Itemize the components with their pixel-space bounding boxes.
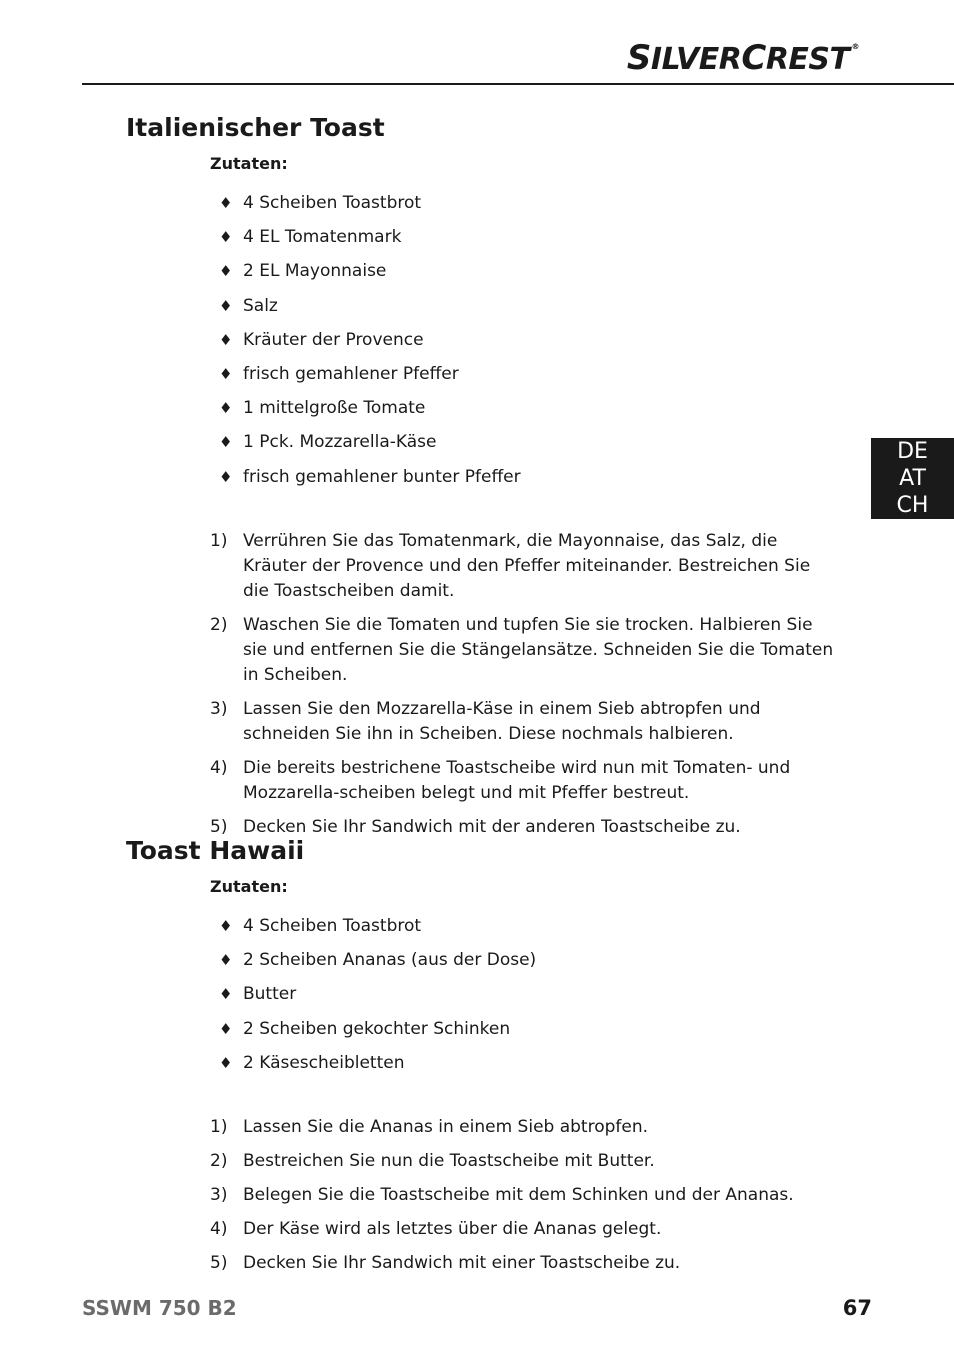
diamond-bullet-icon: ♦: [219, 194, 233, 212]
list-item: ♦ 2 Scheiben Ananas (aus der Dose): [219, 950, 537, 971]
ingredient-list: [210, 916, 536, 1087]
lang-at: AT: [899, 466, 926, 491]
diamond-bullet-icon: ♦: [219, 330, 233, 349]
diamond-bullet-icon: ♦: [219, 262, 233, 281]
ingredients-label: Zutaten:: [210, 154, 288, 173]
ingredients-label: Zutaten:: [210, 877, 288, 896]
section-title-italienischer-toast: Italienischer Toast: [126, 113, 385, 142]
diamond-bullet-icon: ♦: [219, 364, 233, 383]
header-rule: [82, 83, 954, 85]
list-item: ♦ 1 Pck. Mozzarella-Käse: [219, 432, 437, 453]
step-list: [210, 1115, 838, 1285]
diamond-bullet-icon: ♦: [219, 1053, 233, 1072]
language-tab: [871, 438, 954, 519]
list-item: ♦ Butter: [219, 984, 297, 1005]
list-item: ♦ 4 EL Tomatenmark: [219, 227, 402, 248]
step-item: 2) Waschen Sie die Tomaten und tupfen Sie sie trocken. Halbieren Sie sie und entfernen Sie die Stängelansätze. Schneiden Sie die Tomaten in Scheiben.: [210, 615, 834, 685]
list-item: ♦ 2 Käsescheibletten: [219, 1052, 405, 1073]
list-item: ♦ 4 Scheiben Toastbrot: [219, 916, 422, 936]
list-item: ♦ 1 mittelgroße Tomate: [219, 398, 426, 419]
diamond-bullet-icon: ♦: [219, 433, 233, 452]
step-item: 3) Belegen Sie die Toastscheibe mit dem Schinken und der Ananas.: [210, 1185, 794, 1205]
step-list: [210, 529, 838, 849]
step-item: 1) Verrühren Sie das Tomatenmark, die Mayonnaise, das Salz, die Kräuter der Provence und den Pfeffer miteinander. Bestreichen Sie die Toastscheiben damit.: [210, 531, 811, 601]
list-item: ♦ frisch gemahlener Pfeffer: [219, 363, 459, 384]
page-number: 67: [842, 1296, 872, 1320]
step-item: 4) Die bereits bestrichene Toastscheibe wird nun mit Tomaten- und Mozzarella-scheiben belegt und mit Pfeffer bestreut.: [210, 758, 791, 803]
step-item: 4) Der Käse wird als letztes über die Ananas gelegt.: [210, 1219, 662, 1239]
lang-ch: CH: [896, 493, 929, 518]
footer-model-number: SSWM 750 B2: [82, 1296, 237, 1320]
step-item: 5) Decken Sie Ihr Sandwich mit einer Toastscheibe zu.: [210, 1253, 681, 1273]
ingredient-list: [210, 193, 521, 501]
list-item: ♦ 2 Scheiben gekochter Schinken: [219, 1018, 511, 1039]
diamond-bullet-icon: ♦: [219, 951, 233, 970]
step-item: 1) Lassen Sie die Ananas in einem Sieb abtropfen.: [210, 1117, 649, 1137]
step-item: 5) Decken Sie Ihr Sandwich mit der anderen Toastscheibe zu.: [210, 817, 741, 837]
list-item: ♦ Kräuter der Provence: [219, 329, 424, 350]
step-item: 2) Bestreichen Sie nun die Toastscheibe mit Butter.: [210, 1151, 655, 1171]
lang-de: DE: [897, 439, 928, 464]
step-item: 3) Lassen Sie den Mozzarella-Käse in einem Sieb abtropfen und schneiden Sie ihn in Scheiben. Diese nochmals halbieren.: [210, 699, 761, 744]
list-item: ♦ frisch gemahlener bunter Pfeffer: [219, 466, 521, 487]
brand-logo: SILVERCREST ®: [626, 38, 859, 78]
diamond-bullet-icon: ♦: [219, 228, 233, 247]
diamond-bullet-icon: ♦: [219, 399, 233, 418]
diamond-bullet-icon: ♦: [219, 985, 233, 1004]
list-item: ♦ 4 Scheiben Toastbrot: [219, 193, 422, 213]
list-item: ♦ Salz: [219, 295, 278, 316]
section-title-toast-hawaii: Toast Hawaii: [126, 836, 305, 865]
diamond-bullet-icon: ♦: [219, 467, 233, 486]
diamond-bullet-icon: ♦: [219, 1019, 233, 1038]
list-item: ♦ 2 EL Mayonnaise: [219, 261, 387, 282]
diamond-bullet-icon: ♦: [219, 917, 233, 935]
diamond-bullet-icon: ♦: [219, 296, 233, 315]
